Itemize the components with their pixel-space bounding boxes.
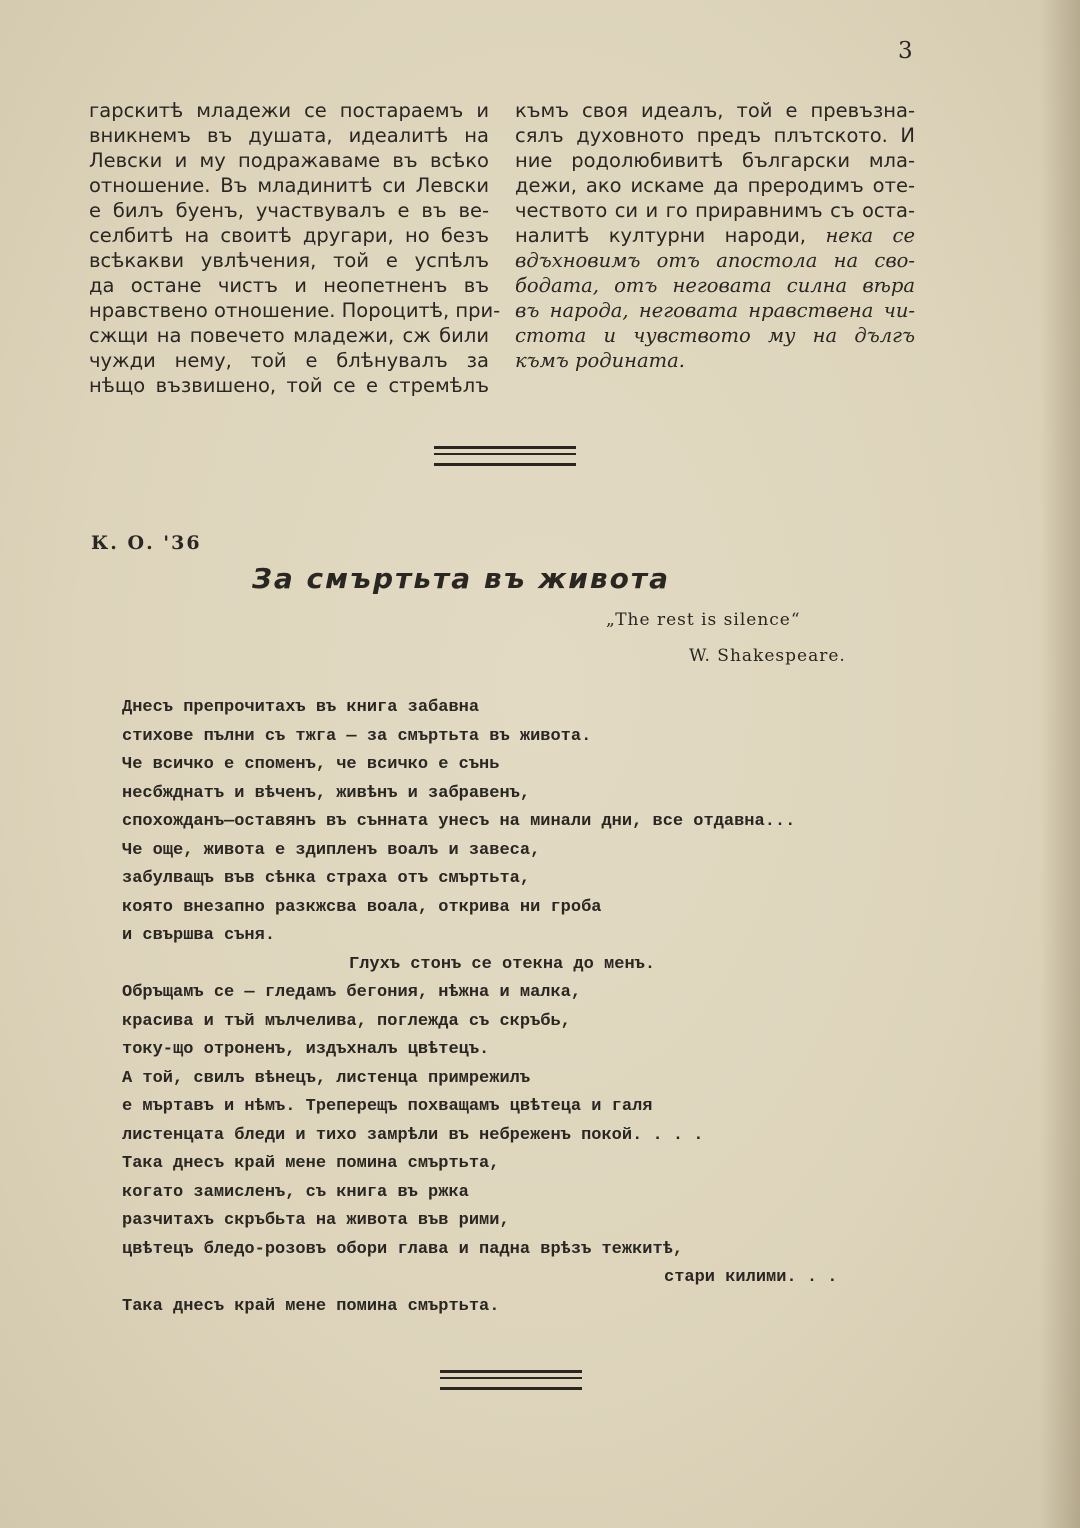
poem-line: и свършва съня. (122, 926, 276, 945)
poem-line: току-що отроненъ, издъхналъ цвѣтецъ. (122, 1040, 490, 1059)
poem-line: А той, свилъ вѣнецъ, листенца примрежилъ (122, 1068, 531, 1088)
poem-body (122, 694, 837, 1321)
text-line-mixed (515, 223, 915, 248)
poem-line: Че всичко е споменъ, че всичко е сънь (122, 755, 500, 774)
text-line: нѣщо възвишено, той се е стремѣлъ (89, 374, 489, 397)
poem-line: спохожданъ—оставянъ въ сънната унесъ на минали дни, все отдавна... (122, 812, 796, 831)
right-text-column (515, 98, 915, 373)
text-line: гарскитѣ младежи се постараемъ и (89, 99, 489, 122)
poem-line: листенцата бледи и тихо замрѣли въ небреженъ покой. . . . (122, 1125, 704, 1145)
epigraph-author: W. Shakespeare. (689, 646, 846, 666)
section-divider (434, 446, 576, 466)
poem-line: красива и тъй мълчелива, поглежда съ скръбь, (122, 1011, 571, 1031)
epigraph-quote: „The rest is silence“ (606, 610, 801, 630)
poem-title: За смъртьта въ живота (252, 562, 670, 595)
section-divider (440, 1370, 582, 1390)
text-line: да остане чистъ и неопетненъ въ (89, 274, 489, 297)
poem-line: забулващъ във сѣнка страха отъ смъртьта, (122, 869, 531, 888)
text-line: всѣкакви увлѣчения, той е успѣлъ (89, 249, 489, 272)
text-line: сжщи на повечето младежи, сж били (89, 324, 489, 347)
plain-fragment: налитѣ културни народи, (515, 224, 806, 247)
italic-text-line: бодата, отъ неговата силна вѣра (515, 274, 915, 297)
poem-line: Обръщамъ се — гледамъ бегония, нѣжна и малка, (122, 983, 582, 1002)
text-line: селбитѣ на своитѣ другари, но безъ (89, 224, 489, 247)
poem-line: стихове пълни съ тжга — за смъртьта въ живота. (122, 726, 592, 746)
text-line: чужди нему, той е блѣнувалъ за (89, 349, 489, 372)
poem-line: стари килими. . . (664, 1268, 838, 1287)
poem-line: Така днесъ край мене помина смъртьта, (122, 1154, 500, 1173)
poem-line: е мъртавъ и нѣмъ. Треперещъ похващамъ цвѣтеца и галя (122, 1097, 653, 1116)
text-line: нравствено отношение. Пороцитѣ, при- (89, 299, 501, 322)
italic-text-line: къмъ родината. (515, 349, 685, 372)
poem-line: цвѣтецъ бледо-розовъ обори глава и падна врѣзъ тежкитѣ, (122, 1239, 684, 1259)
text-line: ние родолюбивитѣ български мла- (515, 149, 915, 172)
poem-line: когато замисленъ, съ книга въ ржка (122, 1182, 469, 1202)
poem-line: разчитахъ скръбьта на живота във рими, (122, 1211, 510, 1230)
poem-line: Глухъ стонъ се отекна до менъ. (349, 954, 656, 974)
page-number: 3 (898, 38, 913, 64)
author-signature: К. О. '36 (91, 532, 202, 554)
text-line: сялъ духовното предъ плътското. И (515, 124, 915, 147)
italic-text-line: стота и чувството му на дългъ (515, 324, 915, 347)
left-text-column (89, 98, 501, 398)
text-line: чеството си и го приравнимъ съ оста- (515, 199, 915, 222)
poem-line: Така днесъ край мене помина смъртьта. (122, 1296, 500, 1316)
poem-line: Че още, живота е здипленъ воалъ и завеса, (122, 840, 541, 860)
text-line: вникнемъ въ душата, идеалитѣ на (89, 124, 489, 147)
poem-line: несбжднатъ и вѣченъ, живѣнъ и забравенъ, (122, 783, 531, 803)
text-line: къмъ своя идеалъ, той е превъзна- (515, 99, 915, 122)
italic-fragment: нека се (825, 224, 915, 247)
text-line: е билъ буенъ, участвувалъ е въ ве- (89, 199, 489, 222)
text-line: отношение. Въ младинитѣ си Левски (89, 174, 489, 197)
text-line: дежи, ако искаме да преродимъ оте- (515, 174, 915, 197)
italic-text-line: въ народа, неговата нравствена чи- (515, 299, 915, 322)
poem-line: която внезапно разкжсва воала, открива ни гроба (122, 897, 602, 917)
poem-line: Днесъ препрочитахъ въ книга забавна (122, 698, 480, 717)
text-line: Левски и му подражаваме въ всѣко (89, 149, 489, 172)
page-edge-shadow (1040, 0, 1080, 1528)
italic-text-line: вдъхновимъ отъ апостола на сво- (515, 249, 915, 272)
